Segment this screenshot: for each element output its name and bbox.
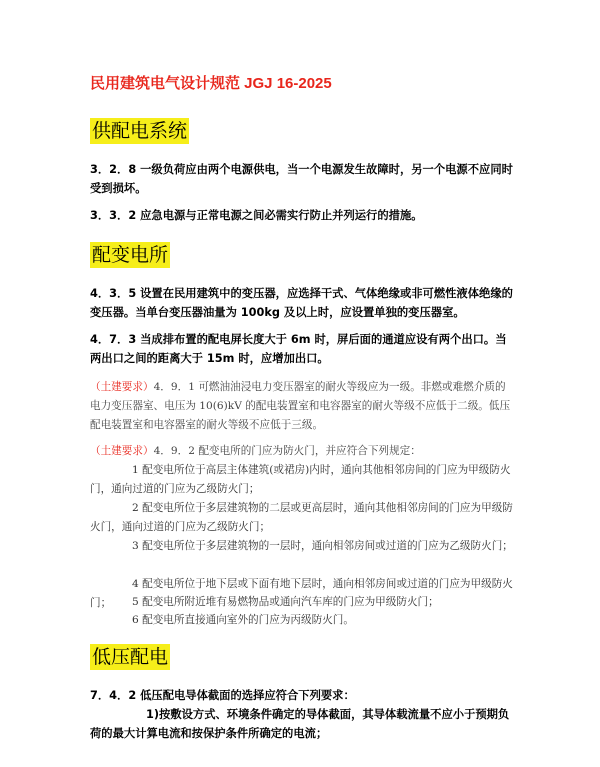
- document-title: 民用建筑电气设计规范 JGJ 16-2025: [90, 75, 332, 92]
- clause-4-9-2-text: 4．9．2 配变电所的门应为防火门，并应符合下列规定：: [153, 445, 421, 457]
- list-item: 3 配变电所位于多层建筑物的一层时，通向相邻房间或过道的门应为乙级防火门；: [132, 540, 513, 552]
- clause-4-3-5: 4．3．5 设置在民用建筑中的变压器，应选择干式、气体绝缘或非可燃性液体绝缘的变压器。当单台变压器油量为 100kg 及以上时，应设置单独的变压器室。: [90, 287, 513, 319]
- list-item: 4 配变电所位于地下层或下面有地下层时，通向相邻房间或过道的门应为甲级防火门；: [90, 578, 513, 609]
- list-item: 6 配变电所直接通向室外的门应为丙级防火门。: [132, 614, 354, 626]
- list-item: 1 配变电所位于高层主体建筑(或裙房)内时，通向其他相邻房间的门应为甲级防火门，通向过道的门应为乙级防火门；: [90, 464, 511, 495]
- clause-4-9-1: [90, 378, 516, 435]
- list-item: 2 配变电所位于多层建筑物的二层或更高层时，通向其他相邻房间的门应为甲级防火门，通向过道的门应为乙级防火门；: [90, 502, 513, 533]
- civil-requirement-tag: （土建要求）: [90, 445, 154, 457]
- list-item: 5 配变电所附近堆有易燃物品或通向汽车库的门应为甲级防火门；: [132, 596, 439, 608]
- clause-4-9-2: [90, 442, 516, 461]
- civil-requirement-tag: （土建要求）: [90, 381, 154, 393]
- clause-4-9-1-text: 4．9．1 可燃油油浸电力变压器室的耐火等级应为一级。非燃或难燃介质的电力变压器室、电压为 10(6)kV 的配电装置室和电容器室的耐火等级不应低于二级。低压配电装置室和电容器室的耐火等级不应低于三级。: [90, 381, 511, 431]
- clause-4-7-3: 4．7．3 当成排布置的配电屏长度大于 6m 时，屏后面的通道应设有两个出口。当两出口之间的距离大于 15m 时，应增加出口。: [90, 333, 507, 365]
- sub-item: 1)按敷设方式、环境条件确定的导体截面，其导体载流量不应小于预期负荷的最大计算电流和按保护条件所确定的电流；: [90, 708, 510, 740]
- section-heading-substation: 配变电所: [92, 244, 169, 266]
- section-heading-power-supply: 供配电系统: [92, 120, 188, 142]
- clause-3-2-8: 3．2．8 一级负荷应由两个电源供电，当一个电源发生故障时，另一个电源不应同时受到损坏。: [90, 163, 513, 195]
- clause-3-3-2: 3．3．2 应急电源与正常电源之间必需实行防止并列运行的措施。: [90, 209, 423, 222]
- clause-7-4-2: 7．4．2 低压配电导体截面的选择应符合下列要求：: [90, 689, 355, 702]
- section-heading-low-voltage: 低压配电: [92, 646, 169, 668]
